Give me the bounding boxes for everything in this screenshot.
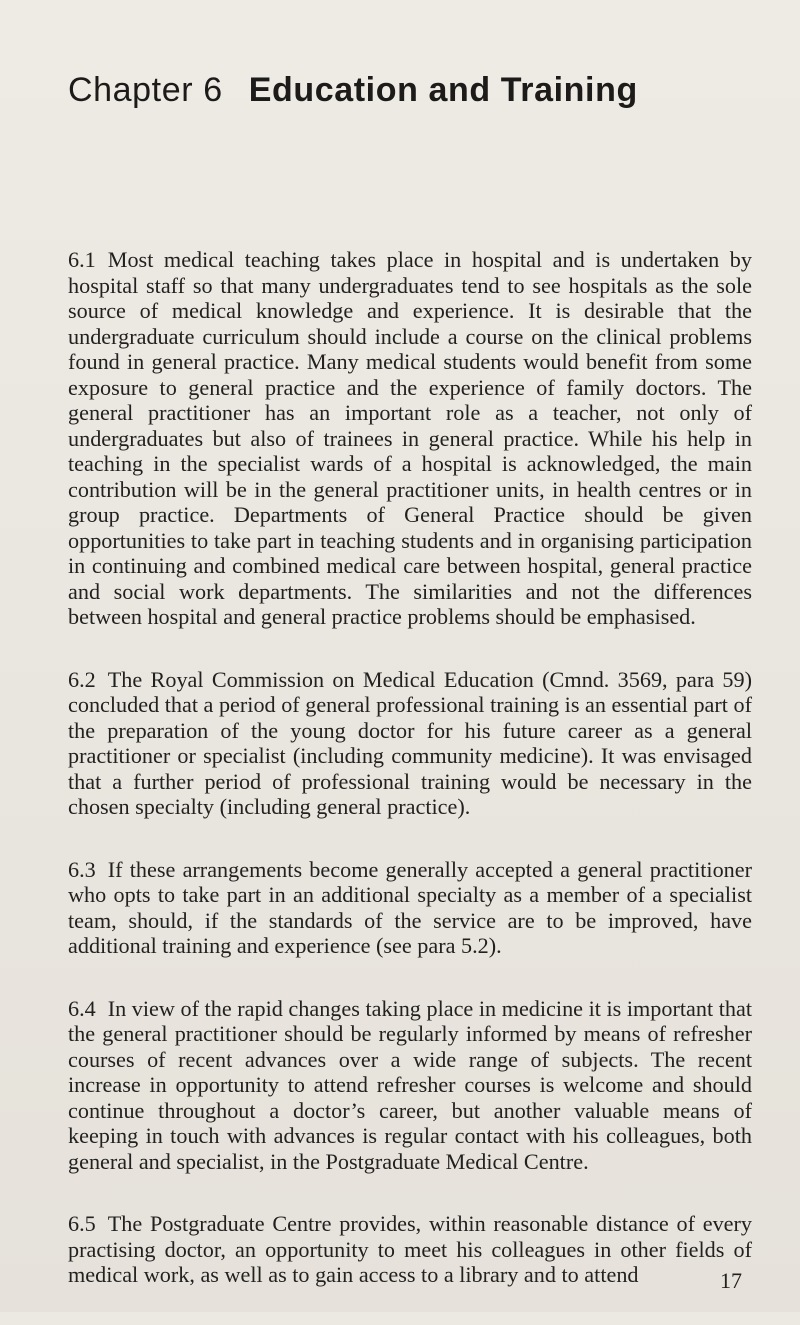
paragraph-6-1 — [68, 247, 752, 630]
paragraph-6-2 — [68, 667, 752, 820]
chapter-title: Education and Training — [248, 71, 638, 109]
paragraph-text: Most medical teaching takes place in hospital and is undertaken by hospital staff so that many undergraduates tend to see hospitals as the sole source of medical knowledge and experience. It is desirable that the undergraduate curriculum should include a course on the clinical problems found in general practice. Many medical students would benefit from some exposure to general practice and the experience of family doctors. The general practitioner has an important role as a teacher, not only of undergraduates but also of trainees in general practice. While his help in teaching in the specialist wards of a hospital is acknowledged, the main contribution will be in the general practitioner units, in health centres or in group practice. Departments of General Practice should be given opportunities to take part in teaching students and in organising participation in continuing and combined medical care between hospital, general practice and social work departments. The similarities and not the differences between hospital and general practice problems should be emphasised. — [68, 247, 752, 629]
paragraph-text: The Postgraduate Centre provides, within reasonable distance of every practising doctor, an opportunity to meet his colleagues in other fields of medical work, as well as to gain access to a library and to attend — [68, 1211, 752, 1287]
chapter-number: Chapter 6 — [68, 71, 223, 109]
paragraph-number: 6.5 — [68, 1211, 96, 1236]
body-text — [68, 247, 752, 1325]
paragraph-text: If these arrangements become generally accepted a general practitioner who opts to take part in an additional specialty as a member of a specialist team, should, if the standards of the service are to be improved, have additional training and experience (see para 5.2). — [68, 856, 752, 958]
page-number: 17 — [720, 1268, 742, 1293]
paragraph-number: 6.4 — [68, 995, 96, 1021]
paragraph-6-4 — [68, 996, 752, 1175]
chapter-heading — [68, 70, 638, 110]
paragraph-number: 6.3 — [68, 856, 96, 882]
paragraph-text: The Royal Commission on Medical Education (Cmnd. 3569, para 59) concluded that a period of general professional training is an essential part of the preparation of the young doctor for his future career as a general practitioner or specialist (including community medicine). It was envisaged that a further period of professional training would be necessary in the chosen specialty (including general practice). — [68, 666, 752, 819]
paragraph-6-3 — [68, 857, 752, 959]
paragraph-text: In view of the rapid changes taking place in medicine it is important that the general practitioner should be regularly informed by means of refresher courses of recent advances over a wide range of subjects. The recent increase in opportunity to attend refresher courses is welcome and should continue throughout a doctor’s career, but another valuable means of keeping in touch with advances is regular contact with his colleagues, both general and specialist, in the Postgraduate Medical Centre. — [68, 995, 752, 1174]
paragraph-number: 6.2 — [68, 666, 96, 692]
paragraph-6-5 — [68, 1211, 752, 1288]
paragraph-number: 6.1 — [68, 247, 96, 272]
